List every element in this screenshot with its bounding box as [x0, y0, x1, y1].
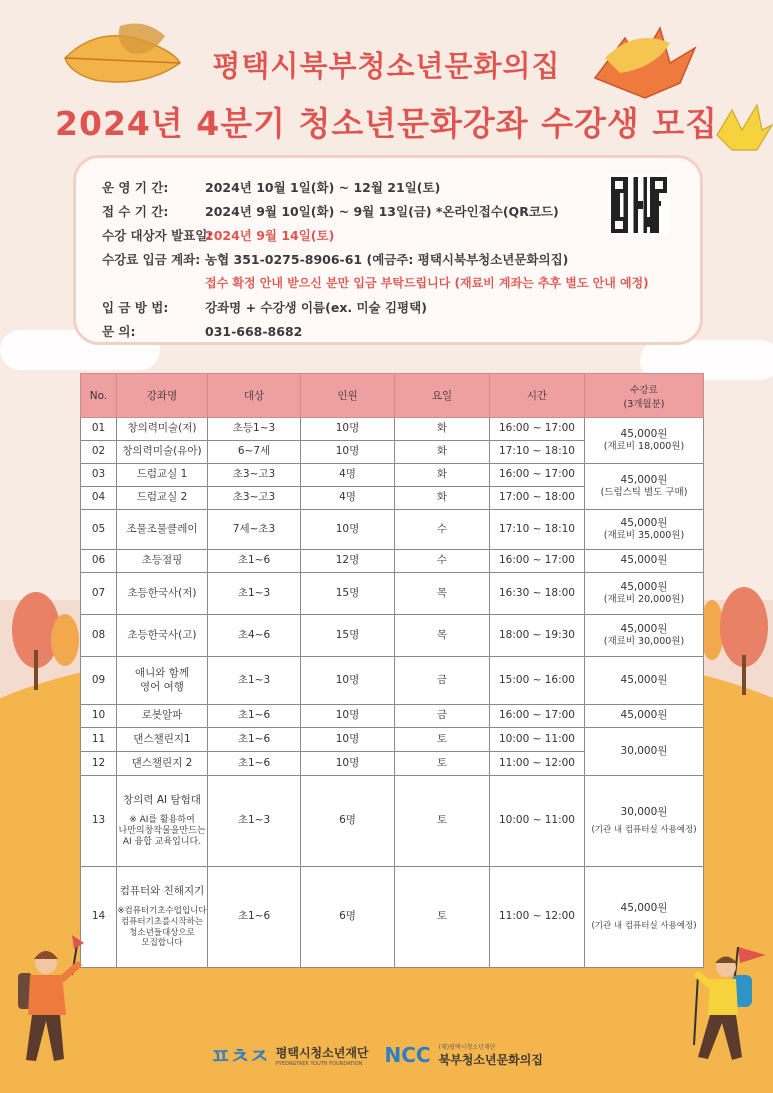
cell-time: 16:30 ~ 18:00 [490, 573, 585, 615]
footer-logos [210, 1040, 543, 1070]
cell-count: 10명 [301, 418, 395, 441]
cell-no: 07 [81, 573, 117, 615]
cell-name: 드럼교실 2 [117, 487, 208, 510]
cell-fee [585, 867, 704, 968]
cell-no: 06 [81, 550, 117, 573]
table-row [81, 657, 704, 705]
cell-fee: 30,000원 [585, 728, 704, 776]
cell-fee: 45,000원 [585, 550, 704, 573]
cell-name: 댄스챌린지 2 [117, 752, 208, 776]
cell-count: 10명 [301, 728, 395, 752]
cell-fee [585, 615, 704, 657]
cell-day: 화 [395, 418, 490, 441]
table-row [81, 573, 704, 615]
cell-fee [585, 464, 704, 510]
cell-time: 16:00 ~ 17:00 [490, 464, 585, 487]
fee-note: (기관 내 컴퓨터실 사용예정) [591, 921, 697, 932]
fee-note: (재료비 30,000원) [603, 636, 685, 648]
info-apply-value: 2024년 9월 10일(화) ~ 9월 13일(금) *온라인접수(QR코드) [205, 204, 559, 219]
info-box [73, 155, 703, 345]
cell-count: 6명 [301, 867, 395, 968]
col-header-target: 대상 [208, 374, 301, 418]
cell-no: 04 [81, 487, 117, 510]
cell-day: 목 [395, 615, 490, 657]
cell-time: 18:00 ~ 19:30 [490, 615, 585, 657]
col-header-name: 강좌명 [117, 374, 208, 418]
fee-note: (재료비 18,000원) [603, 441, 685, 453]
cell-name-desc [117, 776, 208, 867]
fee-amount: 45,000원 [620, 902, 668, 915]
table-row [81, 867, 704, 968]
course-desc: ※ AI를 활용하여 나만의창작물을만드는 AI 융합 교육입니다. [118, 814, 206, 848]
table-row [81, 464, 704, 487]
cell-fee [585, 776, 704, 867]
fee-note: (재료비 35,000원) [603, 530, 685, 542]
info-deposit-value: 강좌명 + 수강생 이름(ex. 미술 김평택) [205, 300, 427, 315]
cell-count: 10명 [301, 752, 395, 776]
cell-day: 토 [395, 776, 490, 867]
info-period [102, 178, 440, 196]
cell-target: 7세~초3 [208, 510, 301, 550]
cell-count: 10명 [301, 441, 395, 464]
cell-day: 화 [395, 441, 490, 464]
foundation-logo-text [276, 1044, 369, 1067]
cell-day: 토 [395, 728, 490, 752]
qr-code[interactable] [608, 174, 670, 236]
fee-amount: 45,000원 [620, 517, 668, 529]
cell-no: 03 [81, 464, 117, 487]
table-row [81, 728, 704, 752]
cell-target: 초1~3 [208, 657, 301, 705]
info-apply [102, 202, 559, 220]
cell-day: 목 [395, 573, 490, 615]
cell-name: 드럼교실 1 [117, 464, 208, 487]
ncc-logo-mark: NCC [384, 1043, 431, 1067]
fee-note: (재료비 20,000원) [603, 594, 685, 606]
fee-amount: 45,000원 [620, 581, 668, 593]
cell-no: 02 [81, 441, 117, 464]
cell-time: 16:00 ~ 17:00 [490, 418, 585, 441]
info-account [102, 250, 568, 268]
cell-time: 11:00 ~ 12:00 [490, 752, 585, 776]
hiker-illustration-icon [690, 945, 773, 1070]
cell-time: 10:00 ~ 11:00 [490, 776, 585, 867]
cell-day: 금 [395, 705, 490, 728]
info-account-label: 수강료 입금 계좌: [102, 252, 201, 267]
course-name: 창의력 AI 탐험대 [123, 793, 201, 806]
org-title: 평택시북부청소년문화의집 [212, 49, 561, 83]
cell-count: 10명 [301, 705, 395, 728]
info-apply-label: 접 수 기 간: [102, 204, 169, 219]
cell-time: 17:10 ~ 18:10 [490, 510, 585, 550]
fee-note: (기관 내 컴퓨터실 사용예정) [591, 825, 697, 836]
col-header-no: No. [81, 374, 117, 418]
cell-name: 애니와 함께 영어 여행 [117, 657, 208, 705]
cell-time: 17:00 ~ 18:00 [490, 487, 585, 510]
info-announce-value: 2024년 9월 14일(토) [205, 228, 335, 243]
info-period-value: 2024년 10월 1일(화) ~ 12월 21일(토) [205, 180, 441, 195]
cell-name: 창의력미술(유아) [117, 441, 208, 464]
cell-time: 10:00 ~ 11:00 [490, 728, 585, 752]
cell-count: 12명 [301, 550, 395, 573]
cell-target: 초1~3 [208, 776, 301, 867]
info-contact-label: 문 의: [102, 324, 136, 339]
autumn-tree-icon [10, 590, 80, 690]
cell-count: 10명 [301, 657, 395, 705]
cell-no: 13 [81, 776, 117, 867]
cell-name: 조물조물클레이 [117, 510, 208, 550]
cell-fee [585, 418, 704, 464]
cell-target: 초3~고3 [208, 487, 301, 510]
ncc-name: 북부청소년문화의집 [438, 1053, 543, 1067]
info-announce-label: 수강 대상자 발표일: [102, 228, 213, 243]
fee-amount: 45,000원 [620, 428, 668, 440]
col-header-fee: 수강료 (3개월분) [585, 374, 704, 418]
cell-day: 화 [395, 487, 490, 510]
cell-target: 6~7세 [208, 441, 301, 464]
cell-name: 로봇알파 [117, 705, 208, 728]
info-contact [102, 322, 302, 340]
foundation-name: 평택시청소년재단 [275, 1045, 369, 1060]
cell-fee [585, 573, 704, 615]
cell-target: 초1~6 [208, 550, 301, 573]
foundation-logo-mark: ㅍㅊㅈ [210, 1044, 268, 1070]
cell-target: 초1~3 [208, 573, 301, 615]
table-header-row [81, 374, 704, 418]
autumn-tree-icon [700, 585, 773, 695]
cell-fee: 45,000원 [585, 657, 704, 705]
cell-no: 10 [81, 705, 117, 728]
cell-no: 05 [81, 510, 117, 550]
course-desc: ※컴퓨터기초수업입니다 컴퓨터기초를시작하는 청소년들대상으로 모집합니다 [117, 906, 207, 949]
cell-fee: 45,000원 [585, 705, 704, 728]
cell-name: 댄스챌린지1 [117, 728, 208, 752]
cell-no: 08 [81, 615, 117, 657]
cell-no: 11 [81, 728, 117, 752]
table-row [81, 510, 704, 550]
course-name: 컴퓨터와 친해지기 [119, 885, 205, 898]
table-row [81, 615, 704, 657]
cell-time: 15:00 ~ 16:00 [490, 657, 585, 705]
cell-target: 초4~6 [208, 615, 301, 657]
ncc-logo-text [439, 1042, 543, 1068]
info-account-value: 농협 351-0275-8906-61 (예금주: 평택시북부청소년문화의집) [205, 252, 569, 267]
cell-day: 수 [395, 550, 490, 573]
cell-name: 초등한국사(저) [117, 573, 208, 615]
cell-name-desc [117, 867, 208, 968]
info-contact-value: 031-668-8682 [205, 324, 303, 339]
cell-time: 11:00 ~ 12:00 [490, 867, 585, 968]
table-row [81, 550, 704, 573]
cell-name: 창의력미술(저) [117, 418, 208, 441]
cell-target: 초등1~3 [208, 418, 301, 441]
table-row [81, 705, 704, 728]
info-deposit [102, 298, 427, 316]
cell-name: 초등점핑 [117, 550, 208, 573]
schedule-table [80, 373, 704, 968]
hiker-illustration-icon [12, 935, 92, 1075]
cell-no: 14 [81, 867, 117, 968]
ncc-small-text: (재)평택시청소년재단 [438, 1044, 496, 1051]
cell-time: 17:10 ~ 18:10 [490, 441, 585, 464]
cell-day: 토 [395, 752, 490, 776]
cell-day: 수 [395, 510, 490, 550]
info-deposit-label: 입 금 방 법: [102, 300, 169, 315]
foundation-name-en: PYEONGTAEK YOUTH FOUNDATION [275, 1060, 363, 1067]
cell-no: 01 [81, 418, 117, 441]
table-row [81, 776, 704, 867]
cell-no: 09 [81, 657, 117, 705]
cell-target: 초1~6 [208, 728, 301, 752]
fee-amount: 45,000원 [620, 623, 668, 635]
fee-amount: 30,000원 [620, 806, 668, 819]
info-announce [102, 226, 334, 244]
cell-time: 16:00 ~ 17:00 [490, 550, 585, 573]
cell-count: 6명 [301, 776, 395, 867]
info-account-note: 접수 확정 안내 받으신 분만 입금 부탁드립니다 (재료비 계좌는 추후 별도 안내 예정) [205, 276, 649, 290]
table-row [81, 418, 704, 441]
cell-count: 10명 [301, 510, 395, 550]
fee-note: (드럼스틱 별도 구매) [600, 487, 688, 499]
cell-count: 15명 [301, 615, 395, 657]
cell-day: 토 [395, 867, 490, 968]
col-header-time: 시간 [490, 374, 585, 418]
cell-count: 4명 [301, 464, 395, 487]
cell-no: 12 [81, 752, 117, 776]
info-period-label: 운 영 기 간: [102, 180, 169, 195]
cell-fee [585, 510, 704, 550]
cell-target: 초3~고3 [208, 464, 301, 487]
cell-count: 15명 [301, 573, 395, 615]
col-header-count: 인원 [301, 374, 395, 418]
cell-day: 금 [395, 657, 490, 705]
cell-target: 초1~6 [208, 867, 301, 968]
cell-name: 초등한국사(고) [117, 615, 208, 657]
fee-amount: 45,000원 [620, 474, 668, 486]
cell-target: 초1~6 [208, 752, 301, 776]
cell-count: 4명 [301, 487, 395, 510]
cell-time: 16:00 ~ 17:00 [490, 705, 585, 728]
cell-day: 화 [395, 464, 490, 487]
page-title: 2024년 4분기 청소년문화강좌 수강생 모집 [55, 104, 718, 143]
cell-target: 초1~6 [208, 705, 301, 728]
col-header-day: 요일 [395, 374, 490, 418]
